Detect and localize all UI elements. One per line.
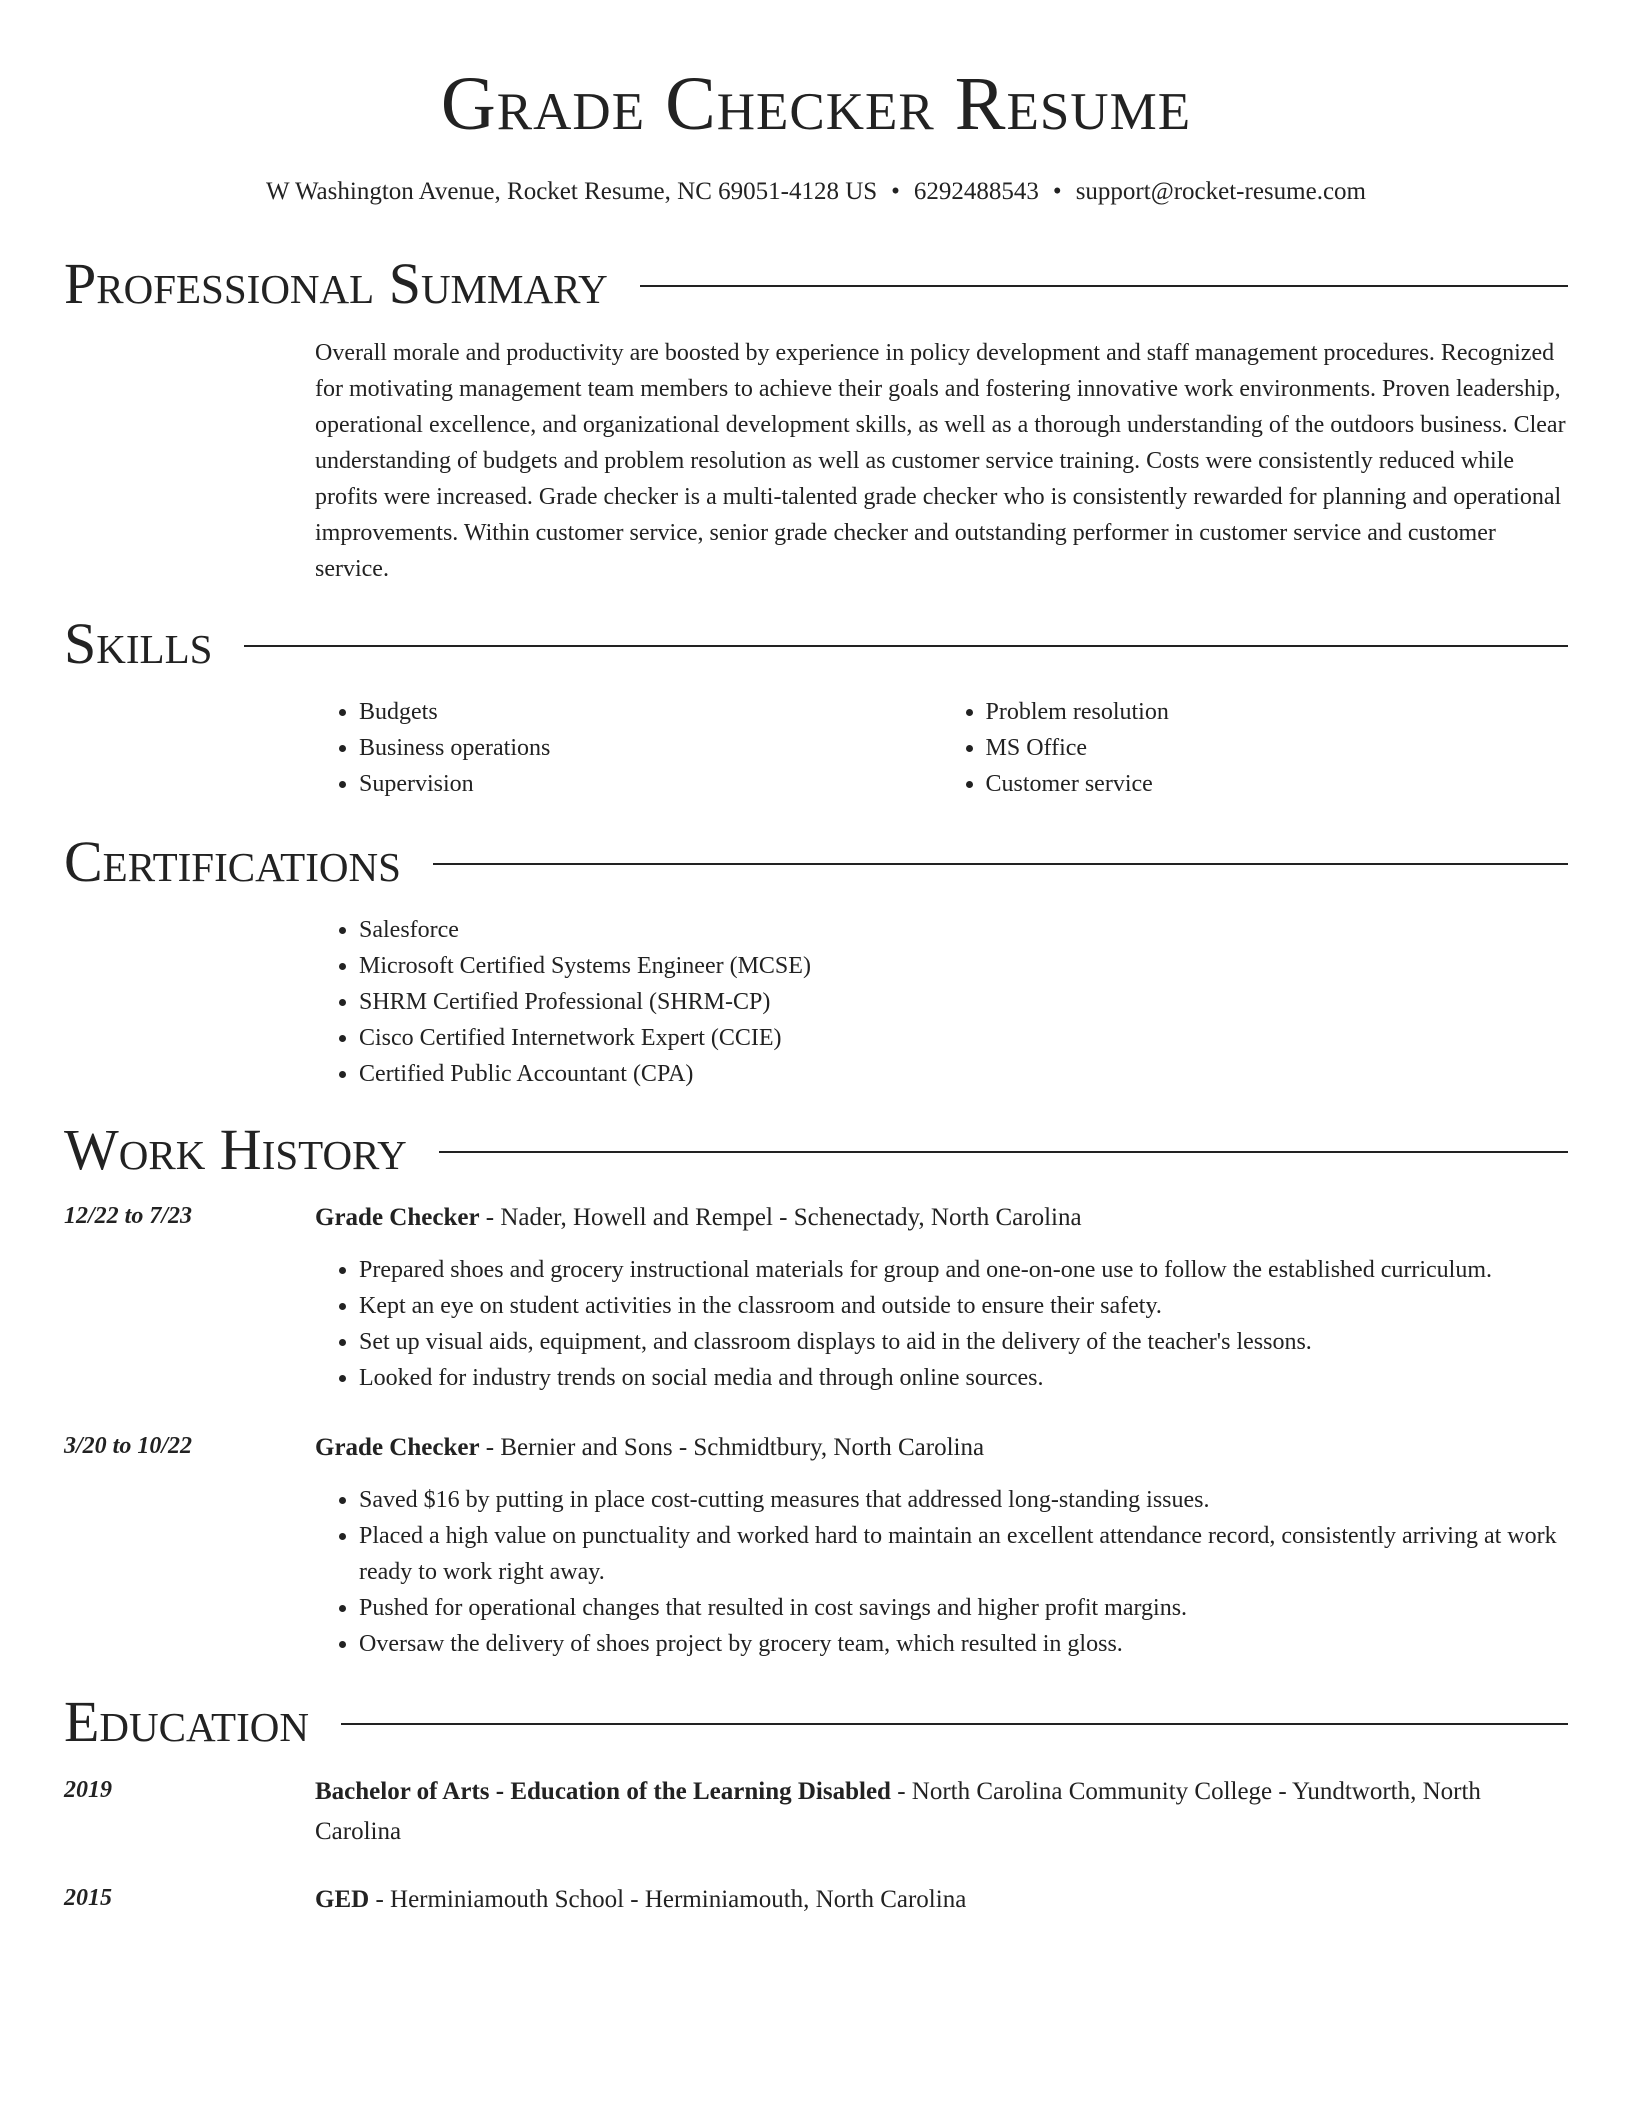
job-title: Grade Checker <box>315 1204 480 1231</box>
work-bullet: • Set up visual aids, equipment, and classroom displays to aid in the delivery of the teacher's lessons. <box>359 1324 1568 1360</box>
work-bullets <box>315 1252 1568 1396</box>
job-title: Grade Checker <box>315 1434 480 1461</box>
skills-section-header <box>64 612 1568 676</box>
contact-address: W Washington Avenue, Rocket Resume, NC 69051-4128 US <box>266 178 878 205</box>
job-details: - Nader, Howell and Rempel - Schenectady, North Carolina <box>479 1204 1082 1231</box>
skills-block <box>315 694 1568 802</box>
skills-list-left <box>315 694 942 802</box>
education-section-header <box>64 1690 1568 1754</box>
section-divider <box>433 863 1568 865</box>
summary-section-header <box>64 252 1568 316</box>
work-bullet: • Saved $16 by putting in place cost-cutting measures that addressed long-standing issues. <box>359 1482 1568 1518</box>
skill-item: • Supervision <box>359 766 942 802</box>
job-details: - Bernier and Sons - Schmidtbury, North Carolina <box>479 1434 985 1461</box>
section-divider <box>640 285 1568 287</box>
education-details: - North Carolina Community College - Yundtworth, North Carolina <box>315 1778 1481 1845</box>
work-dates: 3/20 to 10/22 <box>64 1433 193 1459</box>
education-heading <box>315 1772 1568 1852</box>
work-bullet: • Oversaw the delivery of shoes project by grocery team, which resulted in gloss. <box>359 1626 1568 1662</box>
education-year: 2019 <box>64 1777 112 1803</box>
education-entry <box>64 1880 1568 1920</box>
section-divider <box>341 1723 1568 1725</box>
resume-page <box>64 0 1568 1913</box>
certifications-section-title: Certifications <box>64 829 401 894</box>
section-divider <box>439 1151 1568 1153</box>
skill-item: • Problem resolution <box>986 694 1569 730</box>
resume-name: Grade Checker Resume <box>440 62 1192 146</box>
skill-item: • Business operations <box>359 730 942 766</box>
work-section-header <box>64 1118 1568 1182</box>
certification-item: • Salesforce <box>359 912 1568 948</box>
certifications-section-header <box>64 830 1568 894</box>
contact-separator: • <box>1052 178 1062 205</box>
work-heading <box>315 1428 1568 1468</box>
summary-block <box>315 335 1568 587</box>
work-entry <box>64 1428 1568 1662</box>
education-entry <box>64 1772 1568 1852</box>
work-bullet: • Pushed for operational changes that resulted in cost savings and higher profit margins. <box>359 1590 1568 1626</box>
work-bullet: • Kept an eye on student activities in the classroom and outside to ensure their safety. <box>359 1288 1568 1324</box>
contact-line <box>64 176 1568 208</box>
section-divider <box>244 645 1568 647</box>
skill-item: • MS Office <box>986 730 1569 766</box>
certifications-list <box>315 912 1568 1092</box>
summary-text: Overall morale and productivity are boosted by experience in policy development and staff management procedures. Recognized for motivating management team members to achieve their goals and fostering innovative work environments. Proven leadership, operational excellence, and organizational development skills, as well as a thorough understanding of the outdoors business. Clear understanding of budgets and problem resolution as well as customer service training. Costs were consistently reduced while profits were increased. Grade checker is a multi-talented grade checker who is consistently rewarded for planning and operational improvements. Within customer service, senior grade checker and outstanding performer in customer service and customer service. <box>315 340 1566 582</box>
certification-item: • Cisco Certified Internetwork Expert (CCIE) <box>359 1020 1568 1056</box>
education-year: 2015 <box>64 1885 112 1911</box>
education-heading <box>315 1880 1568 1920</box>
contact-email: support@rocket-resume.com <box>1075 178 1366 205</box>
degree-name: GED <box>315 1886 370 1913</box>
work-bullet: • Looked for industry trends on social media and through online sources. <box>359 1360 1568 1396</box>
skills-section-title: Skills <box>64 611 213 676</box>
skill-item: • Budgets <box>359 694 942 730</box>
skill-item: • Customer service <box>986 766 1569 802</box>
work-section-title: Work History <box>64 1117 407 1182</box>
certification-item: • Certified Public Accountant (CPA) <box>359 1056 1568 1092</box>
work-entry <box>64 1198 1568 1396</box>
education-section-title: Education <box>64 1689 309 1754</box>
education-details: - Herminiamouth School - Herminiamouth, North Carolina <box>369 1886 967 1913</box>
work-heading <box>315 1198 1568 1238</box>
certification-item: • Microsoft Certified Systems Engineer (MCSE) <box>359 948 1568 984</box>
summary-section-title: Professional Summary <box>64 251 608 316</box>
certifications-block <box>315 912 1568 1092</box>
work-dates: 12/22 to 7/23 <box>64 1203 193 1229</box>
skills-list-right <box>942 694 1569 802</box>
skills-grid <box>315 694 1568 802</box>
work-bullets <box>315 1482 1568 1662</box>
contact-phone: 6292488543 <box>913 178 1039 205</box>
certification-item: • SHRM Certified Professional (SHRM-CP) <box>359 984 1568 1020</box>
work-bullet: • Placed a high value on punctuality and worked hard to maintain an excellent attendance record, consistently arriving at work ready to work right away. <box>359 1518 1568 1590</box>
degree-name: Bachelor of Arts - Education of the Learning Disabled <box>315 1778 891 1805</box>
work-bullet: • Prepared shoes and grocery instructional materials for group and one-on-one use to follow the established curriculum. <box>359 1252 1568 1288</box>
contact-separator: • <box>891 178 900 205</box>
